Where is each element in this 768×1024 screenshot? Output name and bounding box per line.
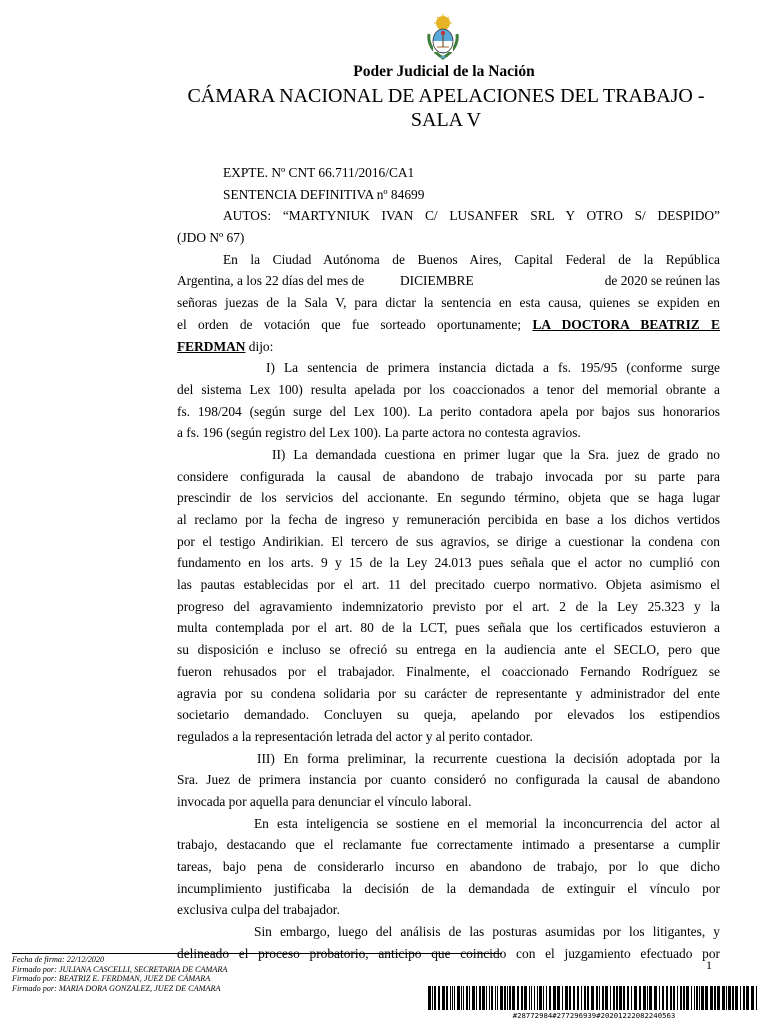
- barcode-bar: [446, 986, 448, 1010]
- court-name-line: CÁMARA NACIONAL DE APELACIONES DEL TRABAJO -: [187, 85, 705, 107]
- barcode-bar: [491, 986, 493, 1010]
- judge-name: FERDMAN: [177, 338, 246, 354]
- barcode-bar: [457, 986, 460, 1010]
- barcode-bar: [627, 986, 629, 1010]
- signature-line: Firmado por: MARIA DORA GONZALEZ, JUEZ DE CAMARA: [12, 983, 221, 993]
- barcode-bar: [599, 986, 600, 1010]
- text-line: regulados a la representación letrada del actor y al perito contador.: [177, 728, 533, 744]
- issuing-office: Poder Judicial de la Nación: [353, 63, 535, 80]
- barcode-bar: [722, 986, 725, 1010]
- barcode-bar: [613, 986, 615, 1010]
- barcode-bar: [631, 986, 632, 1010]
- barcode-bar: [634, 986, 637, 1010]
- text-line: fueron rehusados por el trabajador. Finalmente, el coaccionado Fernando Rodríguez se: [177, 663, 720, 679]
- barcode-bar: [534, 986, 535, 1010]
- barcode-bar: [726, 986, 727, 1010]
- barcode-bar: [469, 986, 470, 1010]
- text-line: prescindir de los servicios del accionante. En segundo término, objeta que se haga lugar: [177, 490, 720, 506]
- barcode-bar: [694, 986, 695, 1010]
- barcode-bar: [434, 986, 436, 1010]
- text-line: agravia por su condena solidaria por su carácter de representante y administrador del ente: [177, 685, 720, 701]
- barcode-bar: [705, 986, 708, 1010]
- ruling-body: [177, 162, 720, 964]
- barcode-bar: [677, 986, 678, 1010]
- barcode-bar: [529, 986, 530, 1010]
- text-line: incumplimiento justificaba la decisión de la demandada de extinguir el vínculo por: [177, 880, 720, 896]
- barcode-bar: [699, 986, 700, 1010]
- text-line: II) La demandada cuestiona en primer lugar que la Sra. juez de grado no: [272, 446, 720, 462]
- text-line: por el testigo Andirikian. El tercero de sus agravios, se dirige a cuestionar la condena con: [177, 533, 720, 549]
- judge-name: LA DOCTORA BEATRIZ E: [532, 316, 720, 332]
- text-line: I) La sentencia de primera instancia dictada a fs. 195/95 (conforme surge: [266, 360, 720, 376]
- text-line: progreso del agravamiento indemnizatorio previsto por el art. 2 de la Ley 25.323 y la: [177, 598, 720, 614]
- barcode-bar: [686, 986, 689, 1010]
- barcode-bar: [639, 986, 641, 1010]
- text-line: del sistema Lex 100) resulta apelada por los coaccionados a tenor del memorial obrante a: [177, 381, 720, 397]
- barcode-bar: [569, 986, 571, 1010]
- barcode-bar: [654, 986, 657, 1010]
- barcode-bar: [746, 986, 749, 1010]
- barcode-bar: [450, 986, 451, 1010]
- barcode-bar: [486, 986, 487, 1010]
- barcode-bar: [662, 986, 664, 1010]
- text-line: exclusiva culpa del trabajador.: [177, 902, 340, 918]
- barcode-bar: [466, 986, 468, 1010]
- barcode-bar: [497, 986, 498, 1010]
- barcode-number: #28772984#277296939#20201222082240563: [512, 1011, 676, 1020]
- barcode-bar: [680, 986, 682, 1010]
- barcode-bar: [670, 986, 672, 1010]
- barcode-bar: [495, 986, 496, 1010]
- barcode-bar: [717, 986, 720, 1010]
- barcode-bar: [565, 986, 568, 1010]
- court-reference: (JDO Nº 67): [177, 230, 245, 246]
- barcode-bar: [428, 986, 431, 1010]
- barcode-bar: [647, 986, 648, 1010]
- case-number: EXPTE. Nº CNT 66.711/2016/CA1: [223, 165, 415, 180]
- barcode-bar: [442, 986, 445, 1010]
- barcode-bar: [489, 986, 490, 1010]
- barcode-bar: [509, 986, 511, 1010]
- barcode-bar: [537, 986, 538, 1010]
- barcode-bar: [596, 986, 598, 1010]
- barcode-bar: [728, 986, 731, 1010]
- text-line: [177, 336, 720, 358]
- text-fragment: Argentina, a los 22 días del mes de: [177, 273, 365, 289]
- barcode-icon: [428, 986, 760, 1010]
- barcode-bar: [524, 986, 527, 1010]
- barcode-bar: [714, 986, 716, 1010]
- text-fragment: de 2020 se reúnen las: [604, 273, 720, 289]
- barcode-bar: [602, 986, 604, 1010]
- barcode-bar: [619, 986, 622, 1010]
- sentence-number: SENTENCIA DEFINITIVA nº 84699: [223, 186, 425, 202]
- barcode-bar: [452, 986, 453, 1010]
- barcode-bar: [504, 986, 506, 1010]
- barcode-bar: [562, 986, 563, 1010]
- barcode-bar: [432, 986, 433, 1010]
- text-line: [177, 270, 720, 292]
- text-line: delineado el proceso probatorio, anticipo que coincido con el juzgamiento efectuado por: [177, 945, 720, 961]
- footer-divider: [12, 953, 502, 954]
- barcode-bar: [461, 986, 462, 1010]
- barcode-bar: [666, 986, 668, 1010]
- text-line: señoras juezas de la Sala V, para dictar la sentencia en esta causa, quienes se expiden en: [177, 295, 720, 311]
- barcode-bar: [553, 986, 556, 1010]
- text-line: En la Ciudad Autónoma de Buenos Aires, Capital Federal de la República: [223, 251, 720, 267]
- case-caption: AUTOS: “MARTYNIUK IVAN C/ LUSANFER SRL Y OTRO S/ DESPIDO”: [223, 208, 720, 224]
- barcode-bar: [591, 986, 594, 1010]
- barcode-bar: [438, 986, 440, 1010]
- barcode-bar: [710, 986, 713, 1010]
- digital-signatures: [12, 955, 227, 993]
- barcode-bar: [751, 986, 754, 1010]
- barcode-bar: [616, 986, 618, 1010]
- signature-line: Firmado por: JULIANA CASCELLI, SECRETARIA DE CAMARA: [12, 964, 228, 974]
- barcode-bar: [546, 986, 547, 1010]
- text-fragment: el orden de votación que fue sorteado oportunamente;: [177, 316, 522, 332]
- text-line: Sra. Juez de primera instancia por cuanto consideró no configurada la causal de abandono: [177, 772, 720, 788]
- text-line: al reclamo por la fecha de ingreso y remuneración percibida en base a los dichos vertidos: [177, 512, 720, 527]
- court-name-line: SALA V: [410, 109, 482, 131]
- barcode-bar: [740, 986, 741, 1010]
- barcode-bar: [500, 986, 503, 1010]
- barcode-bar: [683, 986, 685, 1010]
- barcode-bar: [557, 986, 560, 1010]
- barcode-bar: [743, 986, 745, 1010]
- barcode-bar: [691, 986, 692, 1010]
- text-line: considere configurada la causal de abandono de trabajo invocada por su parte para: [177, 468, 720, 484]
- barcode-bar: [479, 986, 481, 1010]
- signature-line: Firmado por: BEATRIZ E. FERDMAN, JUEZ DE CÁMARA: [12, 974, 211, 984]
- barcode-bar: [507, 986, 508, 1010]
- barcode-bar: [623, 986, 625, 1010]
- text-line: multa contemplada por el art. 80 de la LCT, pues señala que los certificados estuvieron a: [177, 620, 720, 636]
- barcode-bar: [517, 986, 519, 1010]
- barcode-bar: [454, 986, 455, 1010]
- barcode-bar: [482, 986, 485, 1010]
- barcode-bar: [605, 986, 608, 1010]
- barcode-bar: [581, 986, 582, 1010]
- barcode-bar: [649, 986, 652, 1010]
- text-line: trabajo, destacando que el reclamante fue correctamente intimado a presentarse a cumplir: [177, 837, 720, 853]
- barcode-bar: [659, 986, 660, 1010]
- barcode-bar: [463, 986, 464, 1010]
- barcode-bar: [543, 986, 544, 1010]
- barcode-bar: [735, 986, 738, 1010]
- barcode-bar: [521, 986, 523, 1010]
- barcode-bar: [610, 986, 611, 1010]
- barcode-bar: [573, 986, 575, 1010]
- month-field: DICIEMBRE: [400, 273, 474, 289]
- barcode-bar: [539, 986, 542, 1010]
- text-line: fundamento en los arts. 9 y 15 de la Ley 24.013 pues señala que el actor no cumplió con: [177, 555, 720, 571]
- text-line: invocada por aquella para denunciar el vínculo laboral.: [177, 793, 472, 809]
- barcode-bar: [577, 986, 579, 1010]
- barcode-bar: [476, 986, 477, 1010]
- text-line: III) En forma preliminar, la recurrente cuestiona la decisión adoptada por la: [257, 750, 720, 766]
- barcode-bar: [584, 986, 586, 1010]
- argentina-coat-of-arms-icon: [425, 14, 461, 60]
- barcode-bar: [756, 986, 757, 1010]
- court-name: [180, 84, 712, 132]
- barcode-bar: [673, 986, 675, 1010]
- text-line: su disposición e incluso se ofreció su entrega en la audiencia ante el SECLO, pero que: [177, 642, 720, 658]
- text-fragment: dijo:: [245, 338, 274, 354]
- barcode-bar: [549, 986, 551, 1010]
- text-line: En esta inteligencia se sostiene en el memorial la inconcurrencia del actor al: [254, 815, 720, 831]
- signature-line: Fecha de firma: 22/12/2020: [12, 955, 105, 964]
- text-line: Sin embargo, luego del análisis de las posturas asumidas por los litigantes, y: [254, 924, 720, 940]
- barcode-bar: [531, 986, 532, 1010]
- page-number: 1: [706, 958, 712, 972]
- barcode-bar: [512, 986, 515, 1010]
- text-line: fs. 198/204 (según surge del Lex 100). La perito contadora apela por bajos sus honorarios: [177, 403, 720, 419]
- text-line: tareas, bajo pena de considerarlo incurso en abandono de trabajo, por lo que dicho: [177, 859, 720, 874]
- barcode-bar: [587, 986, 589, 1010]
- barcode-bar: [732, 986, 734, 1010]
- barcode-bar: [643, 986, 646, 1010]
- barcode-bar: [701, 986, 704, 1010]
- text-line: [177, 314, 720, 336]
- barcode-bar: [696, 986, 698, 1010]
- text-line: las pautas establecidas por el art. 11 del precitado cuerpo normativo. Objeta asimismo el: [177, 577, 720, 593]
- text-line: a fs. 196 (según registro del Lex 100). La parte actora no contesta agravios.: [177, 425, 581, 441]
- barcode-bar: [472, 986, 475, 1010]
- text-line: societario demandado. Concluyen su queja, apelando por elevados los estipendios: [177, 707, 720, 723]
